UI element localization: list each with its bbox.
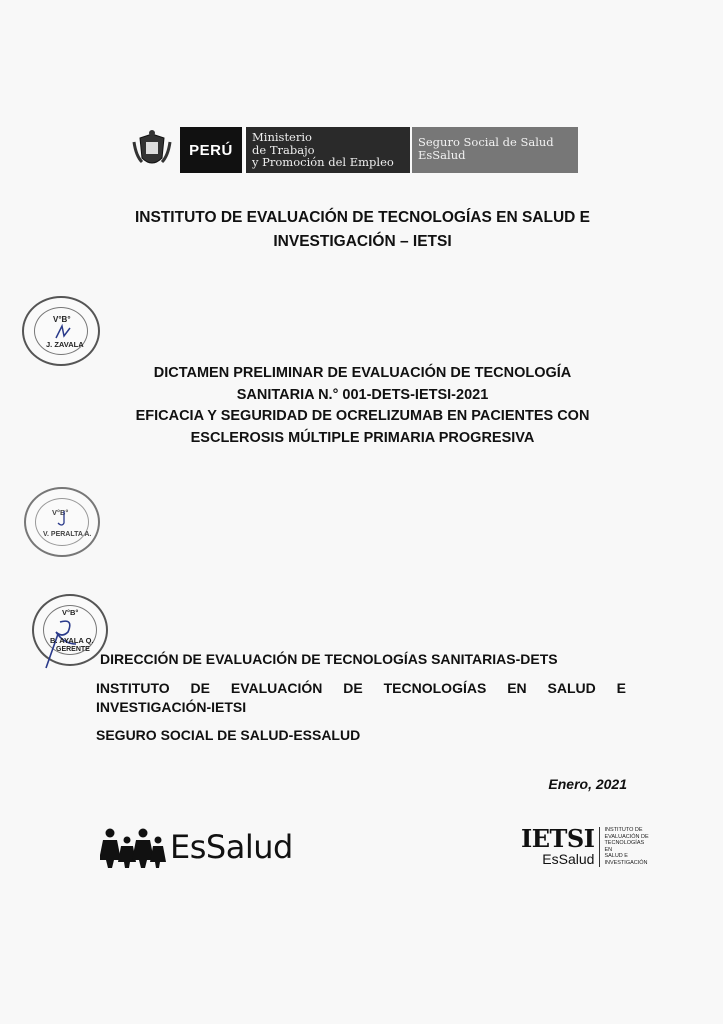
ministry-label xyxy=(244,127,410,173)
dictamen-line: EFICACIA Y SEGURIDAD DE OCRELIZUMAB EN PACIENTES CON xyxy=(135,408,590,424)
ietsi-desc-line: TECNOLOGÍAS EN xyxy=(604,840,645,853)
government-header-logo xyxy=(128,127,578,173)
ietsi-desc-line: INSTITUTO DE xyxy=(604,827,643,833)
social-security-line: Seguro Social de Salud xyxy=(418,135,554,149)
social-security-line: SEGURO SOCIAL DE SALUD-ESSALUD xyxy=(96,727,361,743)
ministry-line: de Trabajo xyxy=(252,142,315,157)
signature-icon xyxy=(52,509,72,529)
peru-label: PERÚ xyxy=(180,127,242,173)
document-date: Enero, 2021 xyxy=(548,776,627,792)
ietsi-logo-wordmark xyxy=(521,824,595,867)
signature-icon xyxy=(52,322,74,342)
dictamen-title xyxy=(100,363,625,449)
stamp-role: GERENTE xyxy=(56,646,90,653)
social-security-label xyxy=(412,127,578,173)
ietsi-logo-description xyxy=(599,827,651,867)
institute-title xyxy=(90,206,635,254)
ietsi-desc-line: EVALUACIÓN DE xyxy=(604,833,649,840)
institute-line-2: INVESTIGACIÓN-IETSI xyxy=(96,699,247,715)
peru-coat-of-arms-icon xyxy=(128,127,176,173)
dictamen-line: SANITARIA N.° 001-DETS-IETSI-2021 xyxy=(236,386,489,403)
stamp-name: J. ZAVALA xyxy=(46,340,84,349)
approval-stamp-zavala xyxy=(22,296,100,366)
approval-stamp-peralta xyxy=(24,487,100,557)
dictamen-line: DICTAMEN PRELIMINAR DE EVALUACIÓN DE TECNOLOGÍA xyxy=(153,365,572,381)
stamp-vb: V°B° xyxy=(62,608,79,617)
family-icon xyxy=(100,826,166,868)
approval-stamp-ayala xyxy=(32,594,108,666)
ietsi-logo xyxy=(521,824,651,867)
ministry-line: Ministerio xyxy=(252,130,312,144)
stamp-name: B. AYALA Q. xyxy=(50,636,94,645)
stamp-vb: V°B° xyxy=(52,508,69,517)
ietsi-logo-subtext: EsSalud xyxy=(542,851,595,867)
stamp-name: V. PERALTA A. xyxy=(43,531,92,538)
institute-line: INSTITUTO DE EVALUACIÓN DE TECNOLOGÍAS EN SALUD E xyxy=(96,680,626,696)
dictamen-line: ESCLEROSIS MÚLTIPLE PRIMARIA PROGRESIVA xyxy=(190,429,535,446)
institute-title-line: INVESTIGACIÓN – IETSI xyxy=(273,233,452,250)
social-security-line: EsSalud xyxy=(418,148,466,162)
ietsi-desc-line: INVESTIGACIÓN xyxy=(604,859,648,866)
ministry-line: y Promoción del Empleo xyxy=(252,155,394,169)
ietsi-desc-line: SALUD E xyxy=(604,853,628,859)
essalud-logo-text: EsSalud xyxy=(170,828,293,866)
direction-line: DIRECCIÓN DE EVALUACIÓN DE TECNOLOGÍAS SANITARIAS-DETS xyxy=(100,651,558,667)
institute-title-line: INSTITUTO DE EVALUACIÓN DE TECNOLOGÍAS EN SALUD E xyxy=(135,209,590,226)
stamp-vb: V°B° xyxy=(53,315,71,324)
essalud-logo xyxy=(100,826,293,868)
ietsi-logo-text: IETSI xyxy=(521,824,595,853)
